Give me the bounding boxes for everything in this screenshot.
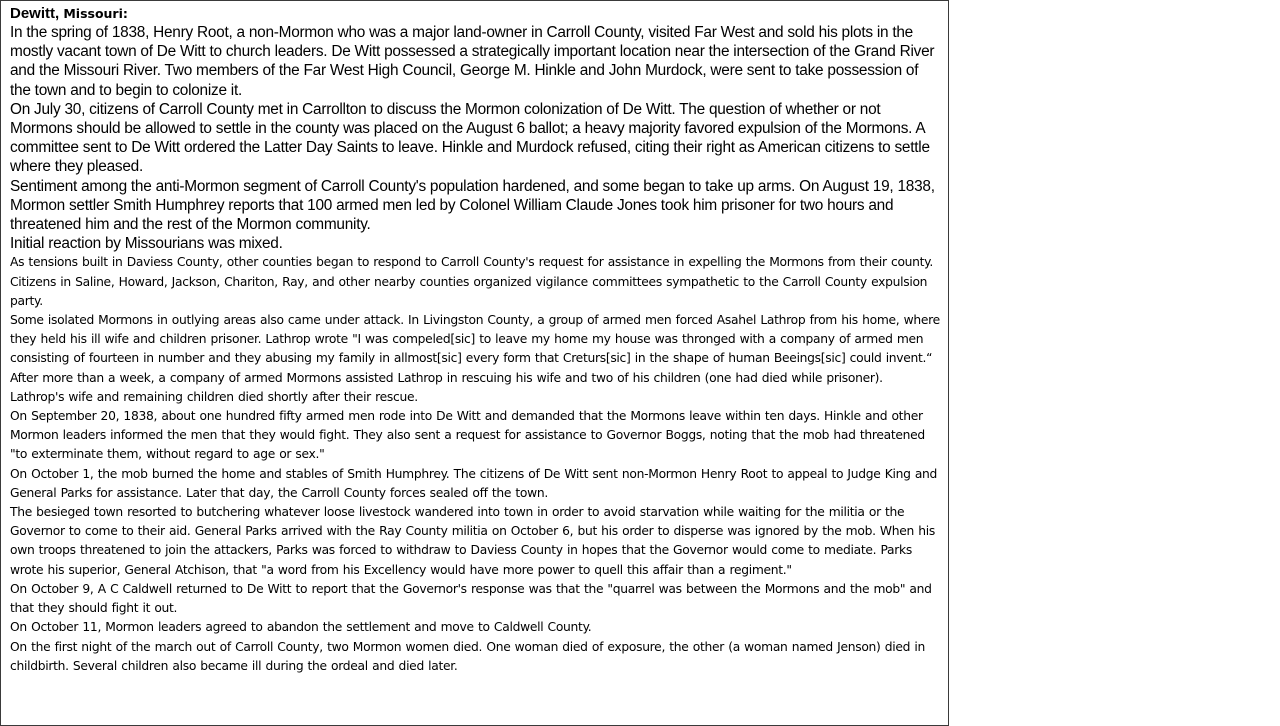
title-text: Dewitt, (10, 5, 60, 22)
body-paragraph: On the first night of the march out of Carroll County, two Mormon women died. One woman died of exposure, the other (a woman named Jenson) died in childbirth. Several children also became ill during the ordeal and died later. (10, 639, 925, 673)
body-paragraph: On September 20, 1838, about one hundred fifty armed men rode into De Witt and demanded that the Mormons leave within ten days. Hinkle and other Mormon leaders informed the men that they would fight. They also sent a request for assistance to Governor Boggs, noting that the mob had threatened "to exterminate them, without regard to age or sex." (10, 409, 925, 462)
lead-section (10, 23, 940, 253)
body-paragraph: On October 9, A C Caldwell returned to De Witt to report that the Governor's response was that the "quarrel was between the Mormons and the mob" and that they should fight it out. (10, 581, 932, 616)
lead-paragraph: Initial reaction by Missourians was mixed. (10, 235, 283, 253)
body-paragraph: As tensions built in Daviess County, other counties began to respond to Carroll County's request for assistance in expelling the Mormons from their county. Citizens in Saline, Howard, Jackson, Chariton, Ray, and other nearby counties organized vigilance committees sympathetic to the Carroll County expulsion party. (10, 255, 934, 308)
lead-paragraph: Sentiment among the anti-Mormon segment of Carroll County's population hardened, and some began to take up arms. On August 19, 1838, Mormon settler Smith Humphrey reports that 100 armed men led by Colonel William Claude Jones took him prisoner for two hours and threatened him and the rest of the Mormon community. (10, 177, 935, 234)
body-paragraph: On October 1, the mob burned the home and stables of Smith Humphrey. The citizens of De Witt sent non-Mormon Henry Root to appeal to Judge King and General Parks for assistance. Later that day, the Carroll County forces sealed off the town. (10, 466, 938, 500)
document-title (10, 4, 940, 23)
body-paragraph: Some isolated Mormons in outlying areas also came under attack. In Livingston County, a group of armed men forced Asahel Lathrop from his home, where they held his ill wife and children prisoner. Lathrop wrote "I was compeled[sic] to leave my home my house was thronged with a company of armed men consisting of fourteen in number and they abusing my family in allmost[sic] every form that Creturs[sic] in the shape of human Beeings[sic] could invent.“ After more than a week, a company of armed Mormons assisted Lathrop in rescuing his wife and two of his children (one had died while prisoner). Lathrop's wife and remaining children died shortly after their rescue. (10, 313, 940, 404)
body-paragraph: The besieged town resorted to butchering whatever loose livestock wandered into town in order to avoid starvation while waiting for the militia or the Governor to come to their aid. General Parks arrived with the Ray County militia on October 6, but his order to disperse was ignored by the mob. When his own troops threatened to join the attackers, Parks was forced to withdraw to Daviess County in hopes that the Governor would come to mediate. Parks wrote his superior, General Atchison, that "a word from his Excellency would have more power to quell this affair than a regiment." (10, 505, 935, 577)
lead-paragraph: On July 30, citizens of Carroll County met in Carrollton to discuss the Mormon colonization of De Witt. The question of whether or not Mormons should be allowed to settle in the county was placed on the August 6 ballot; a heavy majority favored expulsion of the Mormons. A committee sent to De Witt ordered the Latter Day Saints to leave. Hinkle and Murdock refused, citing their right as American citizens to settle where they pleased. (10, 100, 930, 176)
lead-paragraph: In the spring of 1838, Henry Root, a non-Mormon who was a major land-owner in Carroll County, visited Far West and sold his plots in the mostly vacant town of De Witt to church leaders. De Witt possessed a strategically important location near the intersection of the Grand River and the Missouri River. Two members of the Far West High Council, George M. Hinkle and John Murdock, were sent to take possession of the town and to begin to colonize it. (10, 24, 935, 99)
body-section (10, 253, 940, 675)
body-paragraph: On October 11, Mormon leaders agreed to abandon the settlement and move to Caldwell County. (10, 620, 592, 635)
title-subtitle: Missouri: (63, 6, 128, 21)
